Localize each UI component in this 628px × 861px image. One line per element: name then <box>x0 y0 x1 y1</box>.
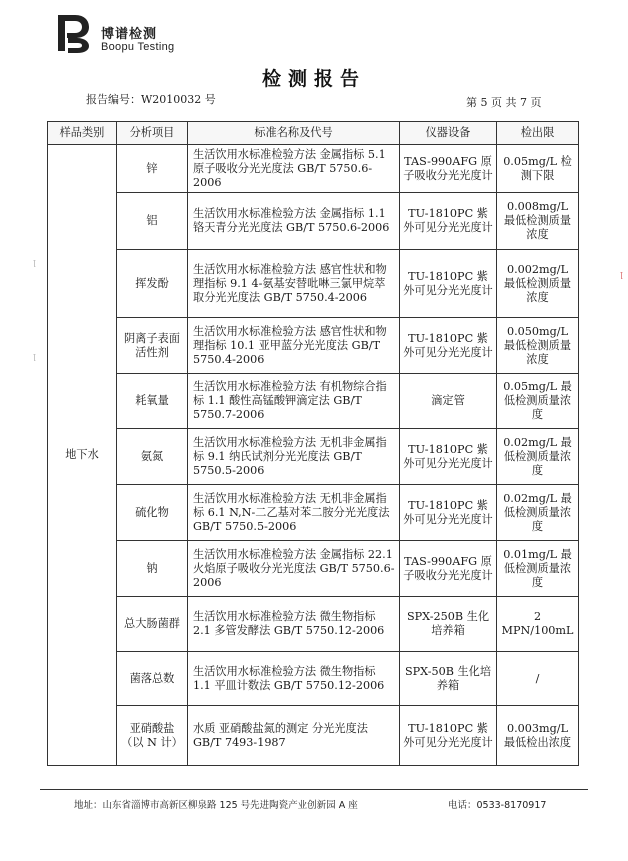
detection-limit-cell: 0.05mg/L 检测下限 <box>497 145 579 193</box>
scan-mark: ꞁ <box>33 352 36 362</box>
instrument-cell: SPX-50B 生化培养箱 <box>400 652 497 706</box>
table-row <box>48 485 579 541</box>
detection-limit-cell: 0.050mg/L 最低检测质量浓度 <box>497 318 579 374</box>
table-row <box>48 706 579 766</box>
scan-mark: ꞁ <box>620 270 623 280</box>
table-row <box>48 429 579 485</box>
brand-name-cn: 博谱检测 <box>101 27 158 42</box>
boopu-logo-icon <box>55 13 91 53</box>
standard-cell: 生活饮用水标准检验方法 无机非金属指标 9.1 纳氏试剂分光光度法 GB/T 5750.5-2006 <box>188 429 400 485</box>
standard-cell: 生活饮用水标准检验方法 金属指标 1.1 铬天青分光光度法 GB/T 5750.6-2006 <box>188 193 400 250</box>
instrument-cell: TU-1810PC 紫外可见分光光度计 <box>400 706 497 766</box>
brand-name-en: Boopu Testing <box>101 41 175 53</box>
column-header: 分析项目 <box>117 122 188 145</box>
instrument-cell: TU-1810PC 紫外可见分光光度计 <box>400 250 497 318</box>
scan-mark: ꞁ <box>33 258 36 268</box>
table-row <box>48 374 579 429</box>
footer-phone: 电话：0533-8170917 <box>448 800 547 811</box>
report-number: 报告编号：W2010032 号 <box>86 93 216 106</box>
analysis-item-cell: 亚硝酸盐（以 N 计） <box>117 706 188 766</box>
instrument-cell: TU-1810PC 紫外可见分光光度计 <box>400 485 497 541</box>
analysis-item-cell: 耗氧量 <box>117 374 188 429</box>
standard-cell: 生活饮用水标准检验方法 微生物指标 1.1 平皿计数法 GB/T 5750.12-2006 <box>188 652 400 706</box>
detection-limit-cell: 0.05mg/L 最低检测质量浓度 <box>497 374 579 429</box>
report-table <box>47 121 579 766</box>
analysis-item-cell: 总大肠菌群 <box>117 597 188 652</box>
instrument-cell: TAS-990AFG 原子吸收分光光度计 <box>400 541 497 597</box>
standard-cell: 水质 亚硝酸盐氮的测定 分光光度法 GB/T 7493-1987 <box>188 706 400 766</box>
analysis-item-cell: 硫化物 <box>117 485 188 541</box>
instrument-cell: SPX-250B 生化培养箱 <box>400 597 497 652</box>
standard-cell: 生活饮用水标准检验方法 感官性状和物理指标 10.1 亚甲蓝分光光度法 GB/T 5750.4-2006 <box>188 318 400 374</box>
instrument-cell: TU-1810PC 紫外可见分光光度计 <box>400 429 497 485</box>
instrument-cell: TU-1810PC 紫外可见分光光度计 <box>400 193 497 250</box>
standard-cell: 生活饮用水标准检验方法 感官性状和物理指标 9.1 4-氨基安替吡啉三氯甲烷萃取分光光度法 GB/T 5750.4-2006 <box>188 250 400 318</box>
table-row <box>48 652 579 706</box>
page-info: 第 5 页 共 7 页 <box>466 96 542 109</box>
analysis-item-cell: 锌 <box>117 145 188 193</box>
analysis-item-cell: 挥发酚 <box>117 250 188 318</box>
column-header: 样品类别 <box>48 122 117 145</box>
detection-limit-cell: 0.02mg/L 最低检测质量浓度 <box>497 485 579 541</box>
detection-limit-cell: 0.008mg/L 最低检测质量浓度 <box>497 193 579 250</box>
sample-category-cell: 地下水 <box>48 145 117 766</box>
table-row <box>48 318 579 374</box>
column-header: 标准名称及代号 <box>188 122 400 145</box>
table-row <box>48 250 579 318</box>
detection-limit-cell: 0.002mg/L 最低检测质量浓度 <box>497 250 579 318</box>
instrument-cell: 滴定管 <box>400 374 497 429</box>
standard-cell: 生活饮用水标准检验方法 有机物综合指标 1.1 酸性高锰酸钾滴定法 GB/T 5750.7-2006 <box>188 374 400 429</box>
column-header: 仪器设备 <box>400 122 497 145</box>
standard-cell: 生活饮用水标准检验方法 无机非金属指标 6.1 N,N-二乙基对苯二胺分光光度法 GB/T 5750.5-2006 <box>188 485 400 541</box>
analysis-item-cell: 钠 <box>117 541 188 597</box>
footer-divider <box>40 789 588 790</box>
detection-limit-cell: 0.003mg/L 最低检出浓度 <box>497 706 579 766</box>
analysis-item-cell: 氨氮 <box>117 429 188 485</box>
table-header-row <box>48 122 579 145</box>
table-row <box>48 145 579 193</box>
column-header: 检出限 <box>497 122 579 145</box>
analysis-item-cell: 阴离子表面活性剂 <box>117 318 188 374</box>
table-row <box>48 541 579 597</box>
report-title: 检测报告 <box>261 68 366 90</box>
instrument-cell: TU-1810PC 紫外可见分光光度计 <box>400 318 497 374</box>
standard-cell: 生活饮用水标准检验方法 金属指标 5.1 原子吸收分光光度法 GB/T 5750.6-2006 <box>188 145 400 193</box>
detection-limit-cell: 0.01mg/L 最低检测质量浓度 <box>497 541 579 597</box>
instrument-cell: TAS-990AFG 原子吸收分光光度计 <box>400 145 497 193</box>
footer-address: 地址：山东省淄博市高新区柳泉路 125 号先进陶瓷产业创新园 A 座 <box>74 800 358 811</box>
detection-limit-cell: 2 MPN/100mL <box>497 597 579 652</box>
table-row <box>48 597 579 652</box>
detection-limit-cell: 0.02mg/L 最低检测质量浓度 <box>497 429 579 485</box>
analysis-item-cell: 菌落总数 <box>117 652 188 706</box>
analysis-item-cell: 铝 <box>117 193 188 250</box>
detection-limit-cell: / <box>497 652 579 706</box>
standard-cell: 生活饮用水标准检验方法 金属指标 22.1 火焰原子吸收分光光度法 GB/T 5750.6-2006 <box>188 541 400 597</box>
table-row <box>48 193 579 250</box>
standard-cell: 生活饮用水标准检验方法 微生物指标 2.1 多管发酵法 GB/T 5750.12-2006 <box>188 597 400 652</box>
